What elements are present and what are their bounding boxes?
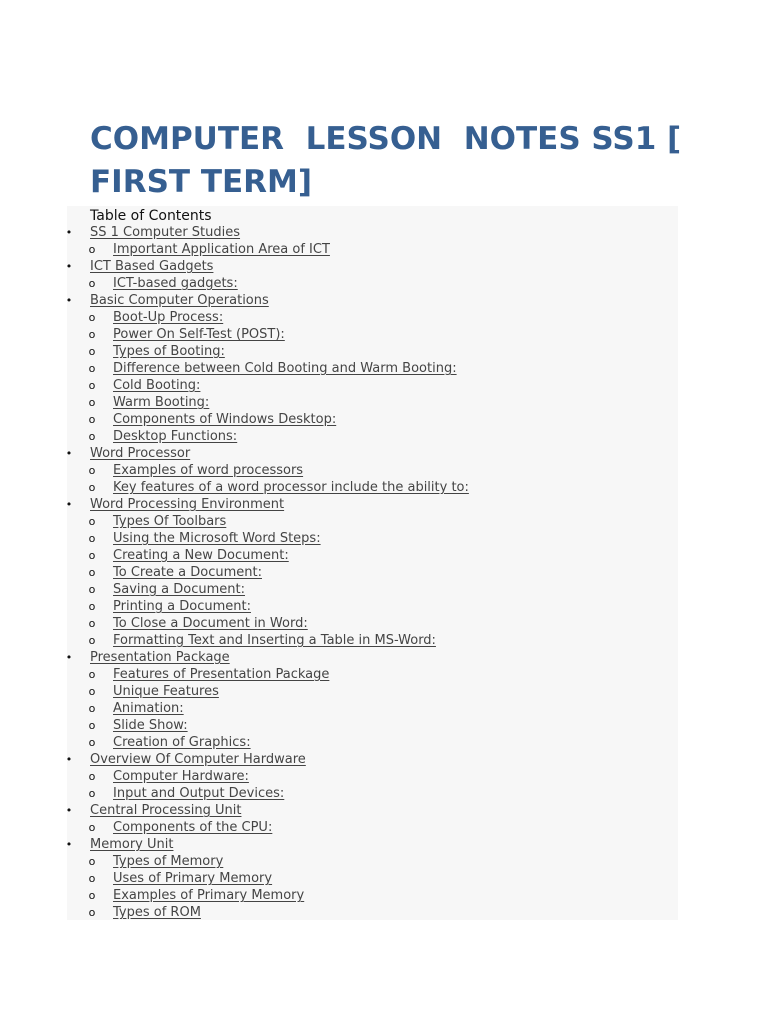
toc-subsection-item bbox=[0, 615, 700, 632]
bullet-circle-icon: o bbox=[88, 855, 96, 868]
bullet-circle-icon: o bbox=[88, 906, 96, 919]
toc-subsection-item bbox=[0, 632, 700, 649]
toc-subsection-item bbox=[0, 411, 700, 428]
toc-subsection-item bbox=[0, 479, 700, 496]
toc-section-link[interactable]: ICT Based Gadgets bbox=[90, 259, 214, 274]
toc-subsection-link[interactable]: Uses of Primary Memory bbox=[113, 871, 273, 886]
toc-subsection-link[interactable]: Saving a Document: bbox=[113, 582, 245, 597]
toc-section-link[interactable]: SS 1 Computer Studies bbox=[90, 225, 241, 240]
toc-subsection-item bbox=[0, 734, 700, 751]
toc-subsection-item bbox=[0, 785, 700, 802]
toc-subsection-item bbox=[0, 683, 700, 700]
toc-subsection-item bbox=[0, 377, 700, 394]
toc-subsection-item bbox=[0, 853, 700, 870]
toc-subsection-link[interactable]: Creation of Graphics: bbox=[113, 735, 251, 750]
toc-subsection-link[interactable]: Important Application Area of ICT bbox=[113, 242, 330, 257]
toc-subsection-link[interactable]: Creating a New Document: bbox=[113, 548, 289, 563]
toc-subsection-item bbox=[0, 428, 700, 445]
bullet-circle-icon: o bbox=[88, 600, 96, 613]
toc-section-item bbox=[0, 496, 700, 513]
bullet-circle-icon: o bbox=[88, 277, 96, 290]
bullet-circle-icon: o bbox=[88, 634, 96, 647]
bullet-circle-icon: o bbox=[88, 532, 96, 545]
toc-subsection-item bbox=[0, 462, 700, 479]
toc-subsection-link[interactable]: Types Of Toolbars bbox=[113, 514, 227, 529]
toc-subsection-link[interactable]: Slide Show: bbox=[113, 718, 188, 733]
toc-heading: Table of Contents bbox=[90, 208, 212, 224]
bullet-disc-icon: • bbox=[65, 447, 73, 460]
toc-subsection-item bbox=[0, 666, 700, 683]
bullet-circle-icon: o bbox=[88, 566, 96, 579]
toc-subsection-link[interactable]: Formatting Text and Inserting a Table in MS-Word: bbox=[113, 633, 436, 648]
bullet-disc-icon: • bbox=[65, 651, 73, 664]
toc-subsection-link[interactable]: Components of Windows Desktop: bbox=[113, 412, 337, 427]
bullet-circle-icon: o bbox=[88, 328, 96, 341]
bullet-circle-icon: o bbox=[88, 413, 96, 426]
bullet-circle-icon: o bbox=[88, 719, 96, 732]
toc-subsection-link[interactable]: To Close a Document in Word: bbox=[113, 616, 308, 631]
toc-section-item bbox=[0, 836, 700, 853]
toc-subsection-link[interactable]: Desktop Functions: bbox=[113, 429, 238, 444]
bullet-circle-icon: o bbox=[88, 464, 96, 477]
toc-subsection-item bbox=[0, 870, 700, 887]
toc-subsection-link[interactable]: Examples of Primary Memory bbox=[113, 888, 305, 903]
bullet-circle-icon: o bbox=[88, 379, 96, 392]
toc-subsection-item bbox=[0, 717, 700, 734]
bullet-circle-icon: o bbox=[88, 787, 96, 800]
toc-section-item bbox=[0, 258, 700, 275]
toc-section-link[interactable]: Central Processing Unit bbox=[90, 803, 242, 818]
bullet-circle-icon: o bbox=[88, 770, 96, 783]
bullet-circle-icon: o bbox=[88, 481, 96, 494]
toc-subsection-item bbox=[0, 819, 700, 836]
toc-subsection-link[interactable]: Examples of word processors bbox=[113, 463, 304, 478]
toc-subsection-link[interactable]: Animation: bbox=[113, 701, 184, 716]
toc-section-link[interactable]: Word Processing Environment bbox=[90, 497, 285, 512]
bullet-circle-icon: o bbox=[88, 243, 96, 256]
toc-section-item bbox=[0, 292, 700, 309]
toc-subsection-link[interactable]: Printing a Document: bbox=[113, 599, 251, 614]
bullet-circle-icon: o bbox=[88, 736, 96, 749]
toc-section-link[interactable]: Memory Unit bbox=[90, 837, 174, 852]
bullet-disc-icon: • bbox=[65, 753, 73, 766]
toc-subsection-item bbox=[0, 275, 700, 292]
bullet-disc-icon: • bbox=[65, 294, 73, 307]
toc-list bbox=[0, 224, 700, 921]
bullet-circle-icon: o bbox=[88, 515, 96, 528]
toc-section-item bbox=[0, 649, 700, 666]
bullet-circle-icon: o bbox=[88, 311, 96, 324]
toc-subsection-link[interactable]: Unique Features bbox=[113, 684, 219, 699]
bullet-circle-icon: o bbox=[88, 702, 96, 715]
toc-section-link[interactable]: Basic Computer Operations bbox=[90, 293, 269, 308]
bullet-circle-icon: o bbox=[88, 549, 96, 562]
toc-section-item bbox=[0, 445, 700, 462]
bullet-circle-icon: o bbox=[88, 668, 96, 681]
bullet-disc-icon: • bbox=[65, 838, 73, 851]
bullet-circle-icon: o bbox=[88, 821, 96, 834]
toc-subsection-item bbox=[0, 360, 700, 377]
toc-subsection-link[interactable]: Types of Booting: bbox=[113, 344, 225, 359]
toc-subsection-link[interactable]: Types of Memory bbox=[113, 854, 224, 869]
bullet-circle-icon: o bbox=[88, 430, 96, 443]
toc-subsection-link[interactable]: To Create a Document: bbox=[113, 565, 262, 580]
toc-subsection-link[interactable]: Features of Presentation Package bbox=[113, 667, 330, 682]
toc-subsection-item bbox=[0, 530, 700, 547]
toc-section-item bbox=[0, 751, 700, 768]
toc-subsection-item bbox=[0, 904, 700, 921]
toc-subsection-link[interactable]: Components of the CPU: bbox=[113, 820, 273, 835]
bullet-disc-icon: • bbox=[65, 804, 73, 817]
page-title: COMPUTER LESSON NOTES SS1 [ FIRST TERM] bbox=[90, 121, 693, 200]
toc-subsection-link[interactable]: ICT-based gadgets: bbox=[113, 276, 238, 291]
toc-subsection-item bbox=[0, 326, 700, 343]
toc-subsection-item bbox=[0, 887, 700, 904]
toc-subsection-link[interactable]: Using the Microsoft Word Steps: bbox=[113, 531, 321, 546]
toc-subsection-link[interactable]: Types of ROM bbox=[113, 905, 201, 920]
toc-subsection-item bbox=[0, 394, 700, 411]
toc-section-link[interactable]: Overview Of Computer Hardware bbox=[90, 752, 306, 767]
bullet-circle-icon: o bbox=[88, 617, 96, 630]
toc-subsection-link[interactable]: Warm Booting: bbox=[113, 395, 210, 410]
bullet-circle-icon: o bbox=[88, 345, 96, 358]
bullet-disc-icon: • bbox=[65, 498, 73, 511]
bullet-circle-icon: o bbox=[88, 583, 96, 596]
toc-subsection-item bbox=[0, 768, 700, 785]
toc-subsection-item bbox=[0, 309, 700, 326]
toc-subsection-item bbox=[0, 598, 700, 615]
toc-subsection-link[interactable]: Computer Hardware: bbox=[113, 769, 249, 784]
bullet-circle-icon: o bbox=[88, 872, 96, 885]
toc-subsection-item bbox=[0, 241, 700, 258]
toc-subsection-item bbox=[0, 581, 700, 598]
toc-subsection-link[interactable]: Power On Self-Test (POST): bbox=[113, 327, 285, 342]
bullet-circle-icon: o bbox=[88, 685, 96, 698]
toc-subsection-link[interactable]: Input and Output Devices: bbox=[113, 786, 285, 801]
toc-subsection-link[interactable]: Difference between Cold Booting and Warm Booting: bbox=[113, 361, 457, 376]
toc-subsection-link[interactable]: Cold Booting: bbox=[113, 378, 201, 393]
bullet-disc-icon: • bbox=[65, 260, 73, 273]
bullet-circle-icon: o bbox=[88, 362, 96, 375]
toc-section-item bbox=[0, 224, 700, 241]
bullet-disc-icon: • bbox=[65, 226, 73, 239]
toc-subsection-item bbox=[0, 547, 700, 564]
toc-subsection-link[interactable]: Key features of a word processor include the ability to: bbox=[113, 480, 469, 495]
toc-subsection-item bbox=[0, 700, 700, 717]
toc-subsection-item bbox=[0, 564, 700, 581]
toc-subsection-item bbox=[0, 513, 700, 530]
toc-subsection-item bbox=[0, 343, 700, 360]
toc-section-link[interactable]: Word Processor bbox=[90, 446, 191, 461]
bullet-circle-icon: o bbox=[88, 396, 96, 409]
bullet-circle-icon: o bbox=[88, 889, 96, 902]
toc-section-item bbox=[0, 802, 700, 819]
toc-subsection-link[interactable]: Boot-Up Process: bbox=[113, 310, 224, 325]
toc-section-link[interactable]: Presentation Package bbox=[90, 650, 230, 665]
